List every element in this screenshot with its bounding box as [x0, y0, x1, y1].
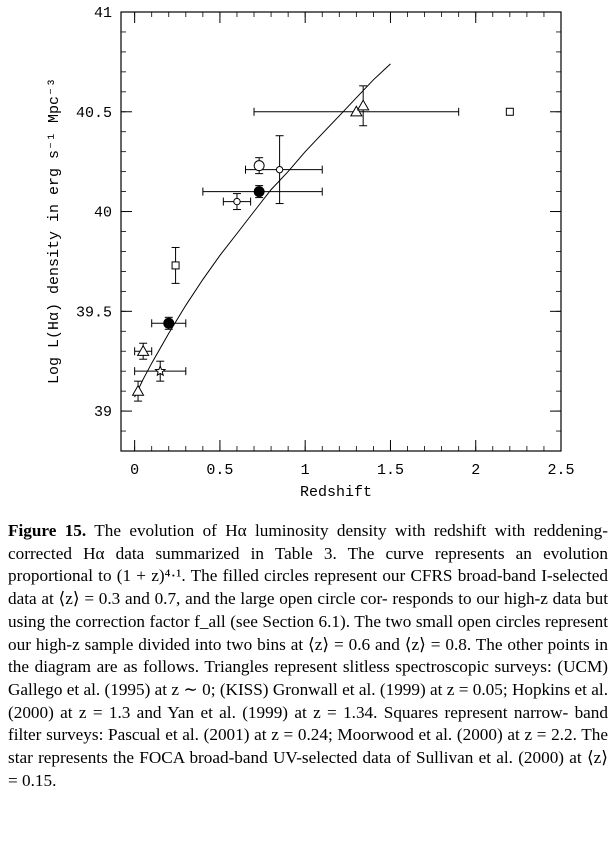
square-point	[506, 108, 513, 115]
square-point	[172, 262, 179, 269]
small-open-circle-point	[276, 166, 282, 172]
filled-circle-point	[163, 318, 174, 329]
x-tick-label: 1	[300, 462, 310, 479]
y-tick-label: 40.5	[75, 104, 112, 122]
figure-caption	[8, 520, 608, 792]
triangle-point	[358, 100, 369, 110]
open-circle-point	[254, 161, 264, 171]
x-tick-label: 0.5	[206, 462, 234, 479]
error-bars	[134, 86, 459, 401]
small-open-circle-point	[234, 198, 240, 204]
x-tick-label: 0	[130, 462, 140, 479]
star-point	[156, 366, 166, 375]
y-tick-label: 41	[93, 5, 112, 22]
x-tick-label: 1.5	[376, 462, 404, 479]
axis-ticks	[121, 12, 561, 451]
x-tick-label: 2	[471, 462, 481, 479]
y-tick-label: 39	[93, 404, 112, 422]
axis-tick-labels	[76, 5, 575, 479]
caption-text: The evolution of Hα luminosity density with redshift with reddening-corrected Hα data summarized in Table 3. The curve represents an evolution proportional to (1 + z)⁴·¹. The filled circles represent our CFRS broad-band I-selected data at ⟨z⟩ = 0.3 and 0.7, and the large open circle cor- responds to our high-z data but using the correction factor f_all (see Section 6.1). The two small open circles represent our high-z sample divided into two bins at ⟨z⟩ = 0.6 and ⟨z⟩ = 0.8. The other points in the diagram are as follows. Triangles represent slitless spectroscopic surveys: (UCM) Gallego et al. (1995) at z ∼ 0; (KISS) Gronwall et al. (1999) at z = 0.05; Hopkins et al. (2000) at z = 1.3 and Yan et al. (1999) at z = 1.34. Squares represent narrow- band filter surveys: Pascual et al. (2001) at z = 0.24; Moorwood et al. (2000) at z = 2.2. The star represents the FOCA broad-band UV-selected data of Sullivan et al. (2000) at ⟨z⟩ = 0.15.	[8, 521, 608, 790]
filled-circle-point	[254, 186, 265, 197]
caption-label: Figure 15.	[8, 521, 87, 540]
y-tick-label: 39.5	[75, 304, 112, 322]
triangle-point	[133, 386, 144, 396]
y-axis-label: Log L(Hα) density in erg s⁻¹ Mpc⁻³	[46, 77, 63, 385]
x-tick-label: 2.5	[547, 462, 575, 479]
y-tick-label: 40	[93, 204, 112, 222]
triangle-point	[138, 346, 149, 356]
x-axis-label: Redshift	[299, 484, 373, 501]
plot-frame	[121, 12, 561, 451]
data-markers	[133, 100, 514, 395]
